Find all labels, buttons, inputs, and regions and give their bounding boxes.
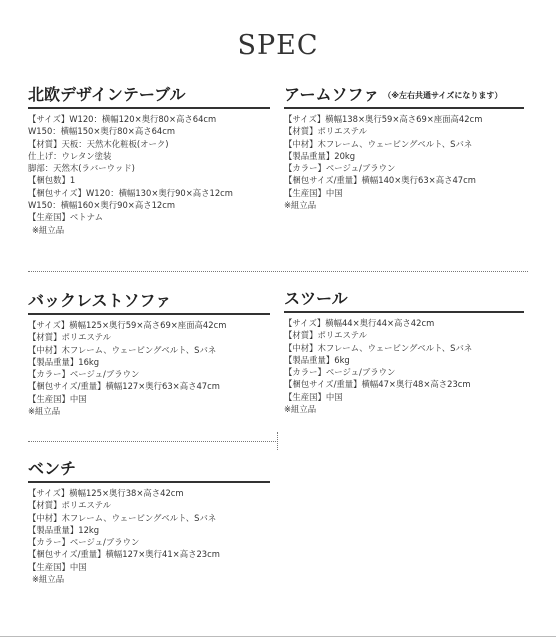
spec-heading-text: 北欧デザインテーブル [28,85,186,104]
spec-line: 脚部：天然木(ラバーウッド) [28,163,135,174]
spec-line: 【材質】ポリエステル [28,332,111,343]
spec-line: 【カラー】ベージュ/ブラウン [284,367,396,378]
spec-heading-text: バックレストソファ [28,291,172,310]
spec-line: ※組立品 [32,224,65,235]
spec-lines [284,317,524,415]
spec-line: 【中材】木フレーム、ウェービングベルト、Sバネ [28,344,217,355]
spec-line: 【カラー】ベージュ/ブラウン [28,537,140,548]
spec-line: 【生産国】中国 [28,393,87,404]
spec-heading [28,290,270,312]
spec-line: 【サイズ】横幅44×奥行44×高さ42cm [284,318,435,328]
spec-line: 【材質】天板：天然木化粧板(オーク) [28,138,169,149]
dotted-separator [28,441,278,442]
spec-line: ※組立品 [284,404,317,415]
spec-backrest-sofa [28,290,270,417]
spec-lines [28,319,270,417]
spec-heading [28,84,270,106]
spec-line: 【中材】木フレーム、ウェービングベルト、Sバネ [28,512,217,523]
spec-line: 【材質】ポリエステル [284,126,367,137]
spec-line: 【製品重量】16kg [28,356,100,367]
spec-line: 【梱包サイズ/重量】横幅47×奥行48×高さ23cm [284,379,471,390]
bottom-border [0,636,556,637]
spec-line: 【サイズ】W120：横幅120×奥行80×高さ64cm [28,114,217,124]
spec-heading-text: ベンチ [28,459,77,478]
spec-line: 【梱包サイズ】W120：横幅130×奥行90×高さ12cm [28,187,233,198]
spec-line: 【製品重量】6kg [284,354,350,365]
spec-lines [28,113,270,236]
spec-heading-text: アームソファ [284,85,380,104]
spec-line: 【材質】ポリエステル [28,500,111,511]
spec-line: ※組立品 [32,574,65,585]
spec-table [28,84,270,236]
spec-lines [28,487,270,585]
spec-line: 【生産国】中国 [284,391,343,402]
dotted-separator [28,271,528,272]
spec-line: ※組立品 [28,406,61,417]
spec-line: 【中材】木フレーム、ウェービングベルト、Sバネ [284,138,473,149]
spec-line: W150：横幅150×奥行80×高さ64cm [28,126,175,137]
spec-line: ※組立品 [284,200,317,211]
spec-arm-sofa [284,84,524,211]
spec-heading [284,288,524,310]
heading-underline [284,311,524,313]
heading-underline [28,481,270,483]
spec-line: 【生産国】ベトナム [28,212,103,223]
spec-line: 【製品重量】20kg [284,150,356,161]
spec-line: 【サイズ】横幅138×奥行59×高さ69×座面高42cm [284,114,483,124]
spec-line: 【カラー】ベージュ/ブラウン [284,163,396,174]
spec-bench [28,458,270,585]
spec-line: 【生産国】中国 [28,561,87,572]
heading-underline [28,107,270,109]
spec-heading-text: スツール [284,289,348,308]
spec-line: 【材質】ポリエステル [284,330,367,341]
spec-line: 【梱包サイズ/重量】横幅127×奥行41×高さ23cm [28,549,220,560]
page-title: SPEC [237,30,319,61]
heading-underline [28,313,270,315]
spec-heading [284,84,524,106]
spec-line: 【梱包サイズ/重量】横幅127×奥行63×高さ47cm [28,381,220,392]
spec-line: 【サイズ】横幅125×奥行59×高さ69×座面高42cm [28,320,227,330]
spec-line: 【サイズ】横幅125×奥行38×高さ42cm [28,488,184,498]
spec-line: 【製品重量】12kg [28,524,100,535]
spec-line: 仕上げ：ウレタン塗装 [28,150,112,161]
spec-heading [28,458,270,480]
spec-line: 【梱包サイズ/重量】横幅140×奥行63×高さ47cm [284,175,476,186]
spec-line: W150：横幅160×奥行90×高さ12cm [28,200,175,211]
heading-underline [284,107,524,109]
spec-stool [284,288,524,415]
spec-line: 【カラー】ベージュ/ブラウン [28,369,140,380]
spec-heading-note: （※左右共通サイズになります） [383,91,503,100]
spec-line: 【中材】木フレーム、ウェービングベルト、Sバネ [284,342,473,353]
spec-lines [284,113,524,211]
spec-line: 【梱包数】1 [28,175,76,186]
spec-line: 【生産国】中国 [284,187,343,198]
